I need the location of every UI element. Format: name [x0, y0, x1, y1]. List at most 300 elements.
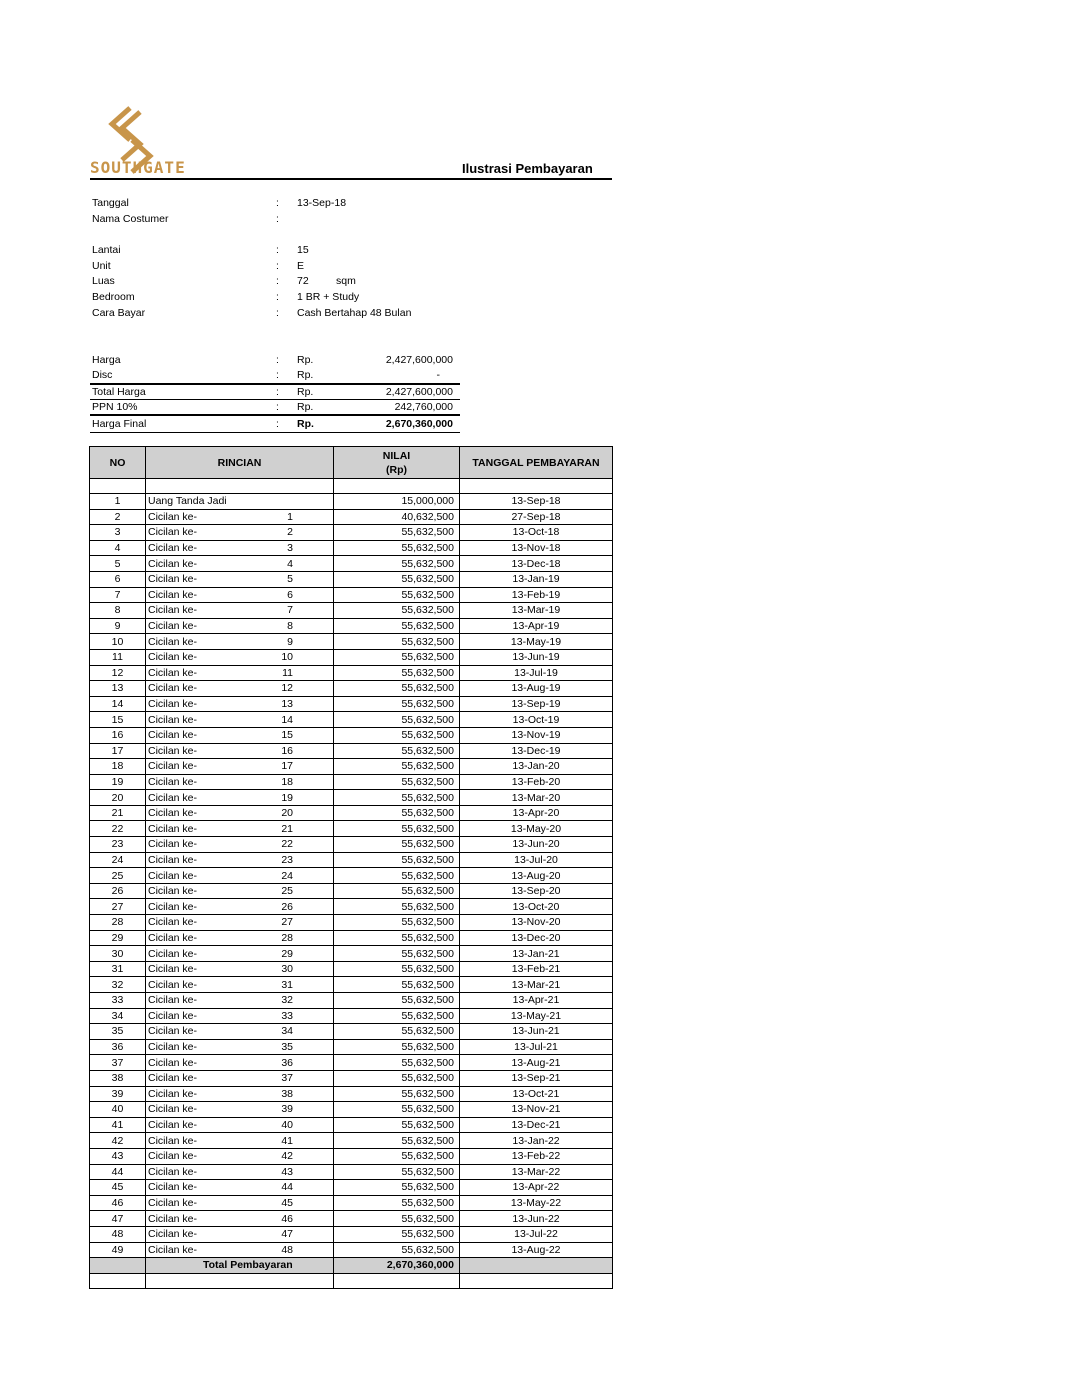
row-installment-number: 31 [246, 977, 334, 993]
row-amount: 55,632,500 [334, 821, 460, 837]
row-desc: Cicilan ke- [146, 790, 246, 806]
row-amount: 55,632,500 [334, 1024, 460, 1040]
row-installment-number: 14 [246, 712, 334, 728]
row-desc: Cicilan ke- [146, 837, 246, 853]
row-installment-number: 28 [246, 930, 334, 946]
row-desc: Cicilan ke- [146, 1164, 246, 1180]
row-no: 22 [90, 821, 146, 837]
table-row [90, 977, 613, 993]
row-no: 4 [90, 540, 146, 556]
table-row [90, 1070, 613, 1086]
row-desc: Cicilan ke- [146, 743, 246, 759]
row-amount: 55,632,500 [334, 1211, 460, 1227]
ppn-value: 242,760,000 [394, 401, 453, 413]
row-date: 13-May-19 [460, 634, 613, 650]
row-installment-number: 9 [246, 634, 334, 650]
colon: : [276, 307, 279, 319]
row-desc: Cicilan ke- [146, 1008, 246, 1024]
row-no: 39 [90, 1086, 146, 1102]
row-no: 14 [90, 696, 146, 712]
row-no: 47 [90, 1211, 146, 1227]
row-installment-number: 1 [246, 509, 334, 525]
row-installment-number: 35 [246, 1039, 334, 1055]
row-date: 13-Sep-20 [460, 883, 613, 899]
colon: : [276, 386, 279, 398]
row-no: 19 [90, 774, 146, 790]
row-date: 13-Nov-19 [460, 727, 613, 743]
row-no: 13 [90, 681, 146, 697]
row-installment-number [246, 494, 334, 510]
row-no: 21 [90, 805, 146, 821]
row-date: 13-Jun-20 [460, 837, 613, 853]
row-installment-number: 37 [246, 1070, 334, 1086]
row-no: 46 [90, 1195, 146, 1211]
row-no: 1 [90, 494, 146, 510]
row-date: 13-Aug-19 [460, 681, 613, 697]
row-desc: Cicilan ke- [146, 759, 246, 775]
row-no: 27 [90, 899, 146, 915]
row-installment-number: 16 [246, 743, 334, 759]
row-no: 44 [90, 1164, 146, 1180]
row-date: 13-Sep-21 [460, 1070, 613, 1086]
row-date: 13-Mar-20 [460, 790, 613, 806]
lantai-label: Lantai [92, 244, 121, 256]
row-amount: 55,632,500 [334, 1039, 460, 1055]
row-amount: 55,632,500 [334, 977, 460, 993]
row-desc: Cicilan ke- [146, 852, 246, 868]
luas-unit: sqm [336, 275, 356, 287]
table-row [90, 696, 613, 712]
row-amount: 55,632,500 [334, 556, 460, 572]
empty-cell [90, 1258, 146, 1274]
row-desc: Cicilan ke- [146, 618, 246, 634]
row-date: 13-Nov-20 [460, 915, 613, 931]
row-no: 8 [90, 603, 146, 619]
row-date: 13-Feb-21 [460, 961, 613, 977]
row-amount: 55,632,500 [334, 759, 460, 775]
row-amount: 55,632,500 [334, 743, 460, 759]
row-amount: 55,632,500 [334, 696, 460, 712]
row-amount: 15,000,000 [334, 494, 460, 510]
row-no: 41 [90, 1117, 146, 1133]
row-amount: 55,632,500 [334, 1008, 460, 1024]
row-desc: Cicilan ke- [146, 1086, 246, 1102]
unit-label: Unit [92, 260, 111, 272]
empty-cell [334, 1273, 460, 1288]
row-desc: Cicilan ke- [146, 727, 246, 743]
table-row [90, 587, 613, 603]
row-no: 6 [90, 571, 146, 587]
row-desc: Cicilan ke- [146, 571, 246, 587]
row-installment-number: 40 [246, 1117, 334, 1133]
row-amount: 55,632,500 [334, 1164, 460, 1180]
row-installment-number: 24 [246, 868, 334, 884]
cara-bayar-value: Cash Bertahap 48 Bulan [297, 307, 412, 319]
row-desc: Cicilan ke- [146, 681, 246, 697]
table-row [90, 1133, 613, 1149]
table-row [90, 915, 613, 931]
row-date: 13-Jul-20 [460, 852, 613, 868]
total-rule [90, 414, 460, 416]
row-installment-number: 41 [246, 1133, 334, 1149]
colon: : [276, 213, 279, 225]
row-date: 13-Jun-19 [460, 649, 613, 665]
luas-label: Luas [92, 275, 115, 287]
row-desc: Cicilan ke- [146, 993, 246, 1009]
row-desc: Cicilan ke- [146, 1133, 246, 1149]
row-date: 13-Mar-21 [460, 977, 613, 993]
table-row [90, 1242, 613, 1258]
row-installment-number: 27 [246, 915, 334, 931]
table-row [90, 821, 613, 837]
table-row [90, 883, 613, 899]
row-amount: 55,632,500 [334, 1148, 460, 1164]
row-desc: Cicilan ke- [146, 930, 246, 946]
currency: Rp. [297, 354, 314, 366]
row-amount: 55,632,500 [334, 618, 460, 634]
end-row [90, 1273, 613, 1288]
row-desc: Cicilan ke- [146, 1226, 246, 1242]
colon: : [276, 291, 279, 303]
row-desc: Cicilan ke- [146, 899, 246, 915]
nama-label: Nama Costumer [92, 213, 169, 225]
colon: : [276, 197, 279, 209]
total-value: 2,670,360,000 [334, 1258, 460, 1274]
row-no: 40 [90, 1102, 146, 1118]
row-no: 16 [90, 727, 146, 743]
row-date: 13-Aug-21 [460, 1055, 613, 1071]
row-installment-number: 11 [246, 665, 334, 681]
row-installment-number: 33 [246, 1008, 334, 1024]
row-no: 30 [90, 946, 146, 962]
row-no: 17 [90, 743, 146, 759]
document-title: Ilustrasi Pembayaran [462, 161, 593, 176]
row-amount: 55,632,500 [334, 868, 460, 884]
unit-value: E [297, 260, 305, 272]
row-installment-number: 8 [246, 618, 334, 634]
row-date: 13-Aug-20 [460, 868, 613, 884]
currency: Rp. [297, 418, 314, 430]
empty-cell [146, 479, 334, 494]
table-row [90, 837, 613, 853]
row-amount: 55,632,500 [334, 1102, 460, 1118]
row-desc: Cicilan ke- [146, 712, 246, 728]
row-installment-number: 12 [246, 681, 334, 697]
colon: : [276, 260, 279, 272]
table-row [90, 634, 613, 650]
table-row [90, 1055, 613, 1071]
subtotal-rule [90, 383, 460, 385]
row-desc: Cicilan ke- [146, 1039, 246, 1055]
row-date: 13-Jul-19 [460, 665, 613, 681]
row-amount: 55,632,500 [334, 571, 460, 587]
row-desc: Cicilan ke- [146, 774, 246, 790]
row-amount: 55,632,500 [334, 1070, 460, 1086]
row-amount: 55,632,500 [334, 946, 460, 962]
row-amount: 55,632,500 [334, 587, 460, 603]
row-date: 13-Sep-18 [460, 494, 613, 510]
row-no: 11 [90, 649, 146, 665]
row-no: 9 [90, 618, 146, 634]
currency: Rp. [297, 401, 314, 413]
harga-final-value: 2,670,360,000 [385, 418, 453, 430]
empty-cell [90, 1273, 146, 1288]
row-installment-number: 6 [246, 587, 334, 603]
row-installment-number: 36 [246, 1055, 334, 1071]
row-desc: Cicilan ke- [146, 665, 246, 681]
header-no: NO [90, 447, 146, 479]
table-row [90, 649, 613, 665]
row-installment-number: 43 [246, 1164, 334, 1180]
row-installment-number: 34 [246, 1024, 334, 1040]
row-desc: Cicilan ke- [146, 1242, 246, 1258]
row-installment-number: 4 [246, 556, 334, 572]
row-date: 13-Jul-22 [460, 1226, 613, 1242]
disc-label: Disc [92, 369, 113, 381]
row-no: 26 [90, 883, 146, 899]
row-no: 37 [90, 1055, 146, 1071]
spacer-row [90, 479, 613, 494]
header-tanggal: TANGGAL PEMBAYARAN [460, 447, 613, 479]
table-row [90, 1164, 613, 1180]
total-harga-label: Total Harga [92, 386, 146, 398]
row-installment-number: 44 [246, 1180, 334, 1196]
row-desc: Cicilan ke- [146, 525, 246, 541]
cara-bayar-label: Cara Bayar [92, 307, 146, 319]
row-installment-number: 47 [246, 1226, 334, 1242]
table-row [90, 540, 613, 556]
row-desc: Cicilan ke- [146, 868, 246, 884]
row-no: 36 [90, 1039, 146, 1055]
harga-final-label: Harga Final [92, 418, 147, 430]
row-date: 13-Nov-18 [460, 540, 613, 556]
header-nilai-line1: NILAI [382, 449, 411, 462]
row-date: 13-Feb-20 [460, 774, 613, 790]
empty-cell [460, 479, 613, 494]
row-date: 13-Apr-20 [460, 805, 613, 821]
row-amount: 55,632,500 [334, 712, 460, 728]
table-row [90, 993, 613, 1009]
table-row [90, 727, 613, 743]
total-row [90, 1258, 613, 1274]
row-amount: 55,632,500 [334, 1117, 460, 1133]
row-desc: Cicilan ke- [146, 1117, 246, 1133]
table-row [90, 743, 613, 759]
row-desc: Cicilan ke- [146, 821, 246, 837]
table-row [90, 852, 613, 868]
row-desc: Cicilan ke- [146, 1195, 246, 1211]
table-row [90, 1039, 613, 1055]
row-date: 13-Apr-22 [460, 1180, 613, 1196]
row-desc: Cicilan ke- [146, 1055, 246, 1071]
row-date: 13-Aug-22 [460, 1242, 613, 1258]
row-date: 13-Jun-22 [460, 1211, 613, 1227]
row-desc: Cicilan ke- [146, 883, 246, 899]
row-amount: 55,632,500 [334, 540, 460, 556]
table-body [90, 479, 613, 1258]
currency: Rp. [297, 369, 314, 381]
row-no: 49 [90, 1242, 146, 1258]
row-amount: 55,632,500 [334, 649, 460, 665]
total-harga-value: 2,427,600,000 [385, 386, 453, 398]
row-installment-number: 2 [246, 525, 334, 541]
table-row [90, 1180, 613, 1196]
row-date: 13-Jul-21 [460, 1039, 613, 1055]
table-row [90, 571, 613, 587]
row-amount: 55,632,500 [334, 1195, 460, 1211]
row-no: 18 [90, 759, 146, 775]
brand-name: SOUTHGATE [90, 158, 186, 177]
table-row [90, 899, 613, 915]
row-installment-number: 45 [246, 1195, 334, 1211]
row-desc: Cicilan ke- [146, 556, 246, 572]
row-desc: Cicilan ke- [146, 946, 246, 962]
row-desc: Uang Tanda Jadi [146, 494, 246, 510]
row-date: 13-Nov-21 [460, 1102, 613, 1118]
lantai-value: 15 [297, 244, 309, 256]
table-row [90, 1117, 613, 1133]
row-amount: 55,632,500 [334, 961, 460, 977]
empty-cell [146, 1273, 334, 1288]
row-date: 13-May-22 [460, 1195, 613, 1211]
bedroom-value: 1 BR + Study [297, 291, 360, 303]
row-no: 38 [90, 1070, 146, 1086]
table-row [90, 712, 613, 728]
row-date: 13-Jan-22 [460, 1133, 613, 1149]
row-no: 10 [90, 634, 146, 650]
row-installment-number: 20 [246, 805, 334, 821]
row-date: 13-Oct-21 [460, 1086, 613, 1102]
row-amount: 55,632,500 [334, 525, 460, 541]
row-no: 25 [90, 868, 146, 884]
row-installment-number: 3 [246, 540, 334, 556]
empty-cell [334, 479, 460, 494]
row-desc: Cicilan ke- [146, 1024, 246, 1040]
tanggal-value: 13-Sep-18 [297, 197, 347, 209]
header-rincian: RINCIAN [146, 447, 334, 479]
colon: : [276, 418, 279, 430]
colon: : [276, 369, 279, 381]
row-installment-number: 22 [246, 837, 334, 853]
row-amount: 55,632,500 [334, 1242, 460, 1258]
row-amount: 55,632,500 [334, 899, 460, 915]
row-no: 20 [90, 790, 146, 806]
row-no: 28 [90, 915, 146, 931]
row-installment-number: 17 [246, 759, 334, 775]
row-desc: Cicilan ke- [146, 634, 246, 650]
row-desc: Cicilan ke- [146, 1070, 246, 1086]
row-installment-number: 23 [246, 852, 334, 868]
table-row [90, 1226, 613, 1242]
row-amount: 55,632,500 [334, 1133, 460, 1149]
row-installment-number: 30 [246, 961, 334, 977]
row-desc: Cicilan ke- [146, 1148, 246, 1164]
row-date: 13-Sep-19 [460, 696, 613, 712]
row-amount: 55,632,500 [334, 915, 460, 931]
row-desc: Cicilan ke- [146, 977, 246, 993]
row-amount: 55,632,500 [334, 883, 460, 899]
table-row [90, 759, 613, 775]
table-row [90, 509, 613, 525]
tanggal-label: Tanggal [92, 197, 129, 209]
row-amount: 55,632,500 [334, 603, 460, 619]
table-row [90, 1211, 613, 1227]
row-no: 7 [90, 587, 146, 603]
row-desc: Cicilan ke- [146, 540, 246, 556]
row-no: 23 [90, 837, 146, 853]
row-desc: Cicilan ke- [146, 696, 246, 712]
row-desc: Cicilan ke- [146, 805, 246, 821]
table-row [90, 1086, 613, 1102]
luas-value: 72 [297, 275, 309, 287]
row-installment-number: 21 [246, 821, 334, 837]
table-row [90, 618, 613, 634]
row-desc: Cicilan ke- [146, 509, 246, 525]
row-installment-number: 13 [246, 696, 334, 712]
row-desc: Cicilan ke- [146, 1211, 246, 1227]
row-desc: Cicilan ke- [146, 1102, 246, 1118]
row-date: 13-Mar-22 [460, 1164, 613, 1180]
harga-label: Harga [92, 354, 121, 366]
row-no: 48 [90, 1226, 146, 1242]
title-rule [90, 178, 612, 180]
ppn-label: PPN 10% [92, 401, 138, 413]
table-row [90, 494, 613, 510]
row-amount: 55,632,500 [334, 774, 460, 790]
table-row [90, 774, 613, 790]
row-date: 13-May-20 [460, 821, 613, 837]
row-no: 31 [90, 961, 146, 977]
row-desc: Cicilan ke- [146, 649, 246, 665]
table-row [90, 1024, 613, 1040]
row-installment-number: 46 [246, 1211, 334, 1227]
row-date: 13-Jan-19 [460, 571, 613, 587]
colon: : [276, 401, 279, 413]
row-amount: 55,632,500 [334, 1086, 460, 1102]
table-row [90, 1102, 613, 1118]
row-installment-number: 7 [246, 603, 334, 619]
row-no: 43 [90, 1148, 146, 1164]
row-no: 34 [90, 1008, 146, 1024]
colon: : [276, 354, 279, 366]
row-amount: 55,632,500 [334, 805, 460, 821]
total-label: Total Pembayaran [146, 1258, 334, 1274]
row-no: 33 [90, 993, 146, 1009]
colon: : [276, 275, 279, 287]
row-no: 32 [90, 977, 146, 993]
row-installment-number: 15 [246, 727, 334, 743]
row-amount: 40,632,500 [334, 509, 460, 525]
table-row [90, 1008, 613, 1024]
row-date: 13-Dec-20 [460, 930, 613, 946]
row-installment-number: 19 [246, 790, 334, 806]
table-row [90, 946, 613, 962]
table-row [90, 1195, 613, 1211]
table-row [90, 603, 613, 619]
row-desc: Cicilan ke- [146, 587, 246, 603]
row-rule [90, 399, 460, 400]
payment-schedule-table [89, 446, 613, 1289]
row-date: 13-Jan-21 [460, 946, 613, 962]
row-amount: 55,632,500 [334, 681, 460, 697]
row-amount: 55,632,500 [334, 727, 460, 743]
row-date: 13-May-21 [460, 1008, 613, 1024]
row-date: 13-Oct-20 [460, 899, 613, 915]
row-no: 2 [90, 509, 146, 525]
header-nilai-line2: (Rp) [386, 463, 407, 476]
row-date: 13-Dec-21 [460, 1117, 613, 1133]
row-date: 13-Jun-21 [460, 1024, 613, 1040]
